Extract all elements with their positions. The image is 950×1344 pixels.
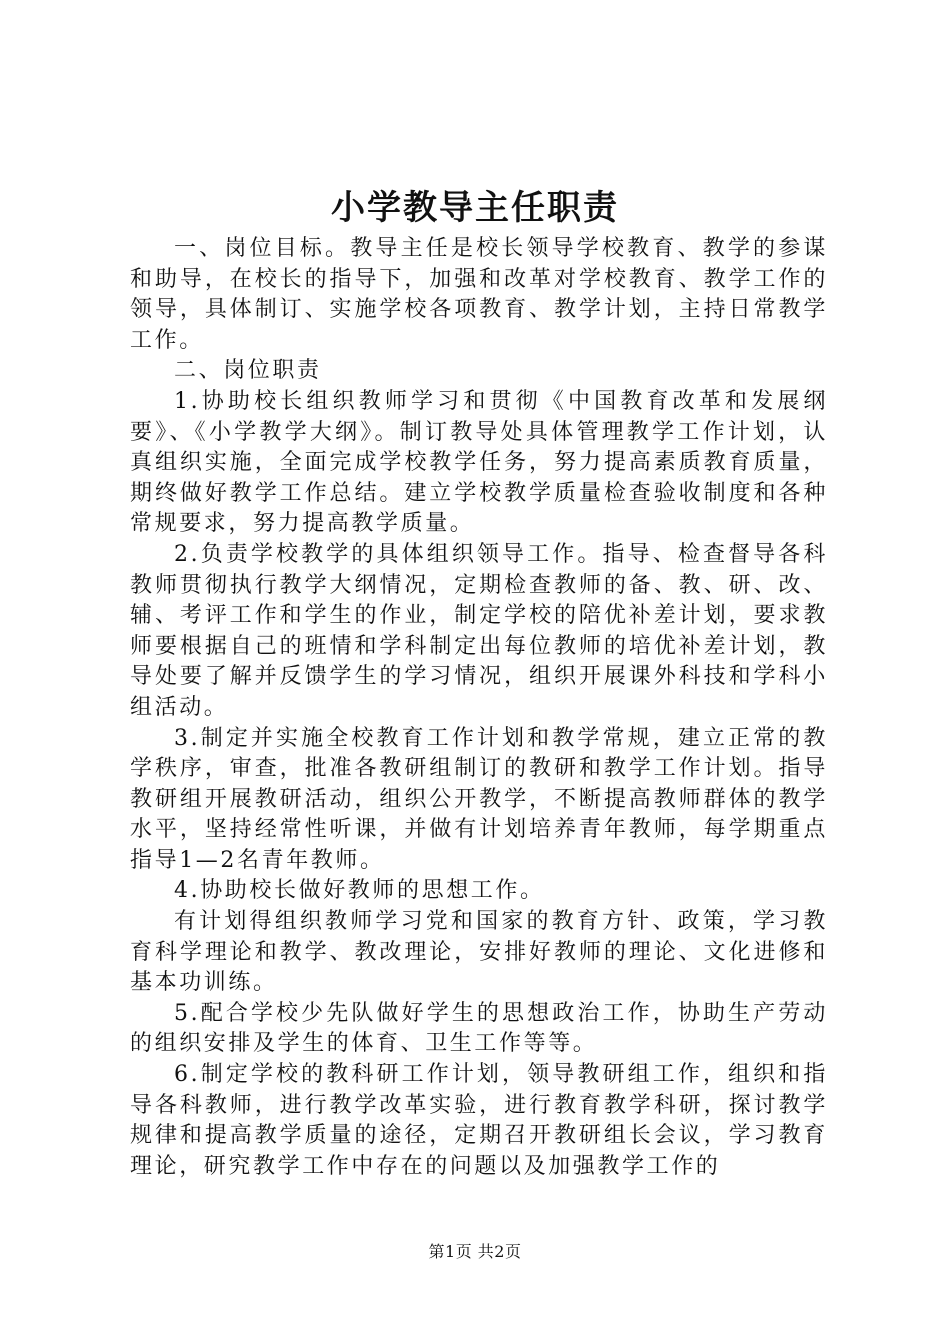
paragraph-duty-5: 5.配合学校少先队做好学生的思想政治工作，协助生产劳动的组织安排及学生的体育、卫生工作等等。: [130, 1000, 828, 1057]
paragraph-duty-3: 3.制定并实施全校教育工作计划和教学常规，建立正常的教学秩序，审查，批准各教研组制订的教研和教学工作计划。指导教研组开展教研活动，组织公开教学，不断提高教师群体的教学水平，坚持经常性听课，并做有计划培养青年教师，每学期重点指导1—2名青年教师。: [130, 725, 828, 873]
document-body: [130, 234, 828, 1182]
paragraph-duty-4-detail: 有计划得组织教师学习党和国家的教育方针、政策，学习教育科学理论和教学、教改理论，安排好教师的理论、文化进修和基本功训练。: [130, 909, 828, 996]
page-footer: 第1页 共2页: [428, 1242, 522, 1261]
paragraph-duty-6: 6.制定学校的教科研工作计划，领导教研组工作，组织和指导各科教师，进行教学改革实验，进行教育教学科研，探讨教学规律和提高教学质量的途径，定期召开教研组长会议，学习教育理论，研究教学工作中存在的问题以及加强教学工作的: [130, 1062, 828, 1179]
page-title: 小学教导主任职责: [331, 188, 619, 228]
paragraph-duty-1: 1.协助校长组织教师学习和贯彻《中国教育改革和发展纲要》、《小学教学大纲》。制订教导处具体管理教学工作计划，认真组织实施，全面完成学校教学任务，努力提高素质教育质量，期终做好教学工作总结。建立学校教学质量检查验收制度和各种常规要求，努力提高教学质量。: [130, 388, 828, 537]
paragraph-goal: 一、岗位目标。教导主任是校长领导学校教育、教学的参谋和助导，在校长的指导下，加强和改革对学校教育、教学工作的领导，具体制订、实施学校各项教育、教学计划，主持日常教学工作。: [130, 236, 828, 353]
paragraph-duty-2: 2.负责学校教学的具体组织领导工作。指导、检查督导各科教师贯彻执行教学大纲情况，定期检查教师的备、教、研、改、辅、考评工作和学生的作业，制定学校的陪优补差计划，要求教师要根据自己的班情和学科制定出每位教师的培优补差计划，教导处要了解并反馈学生的学习情况，组织开展课外科技和学科小组活动。: [130, 541, 828, 720]
paragraph-duties-heading: 二、岗位职责: [174, 358, 322, 384]
paragraph-duty-4: 4.协助校长做好教师的思想工作。: [174, 878, 545, 904]
